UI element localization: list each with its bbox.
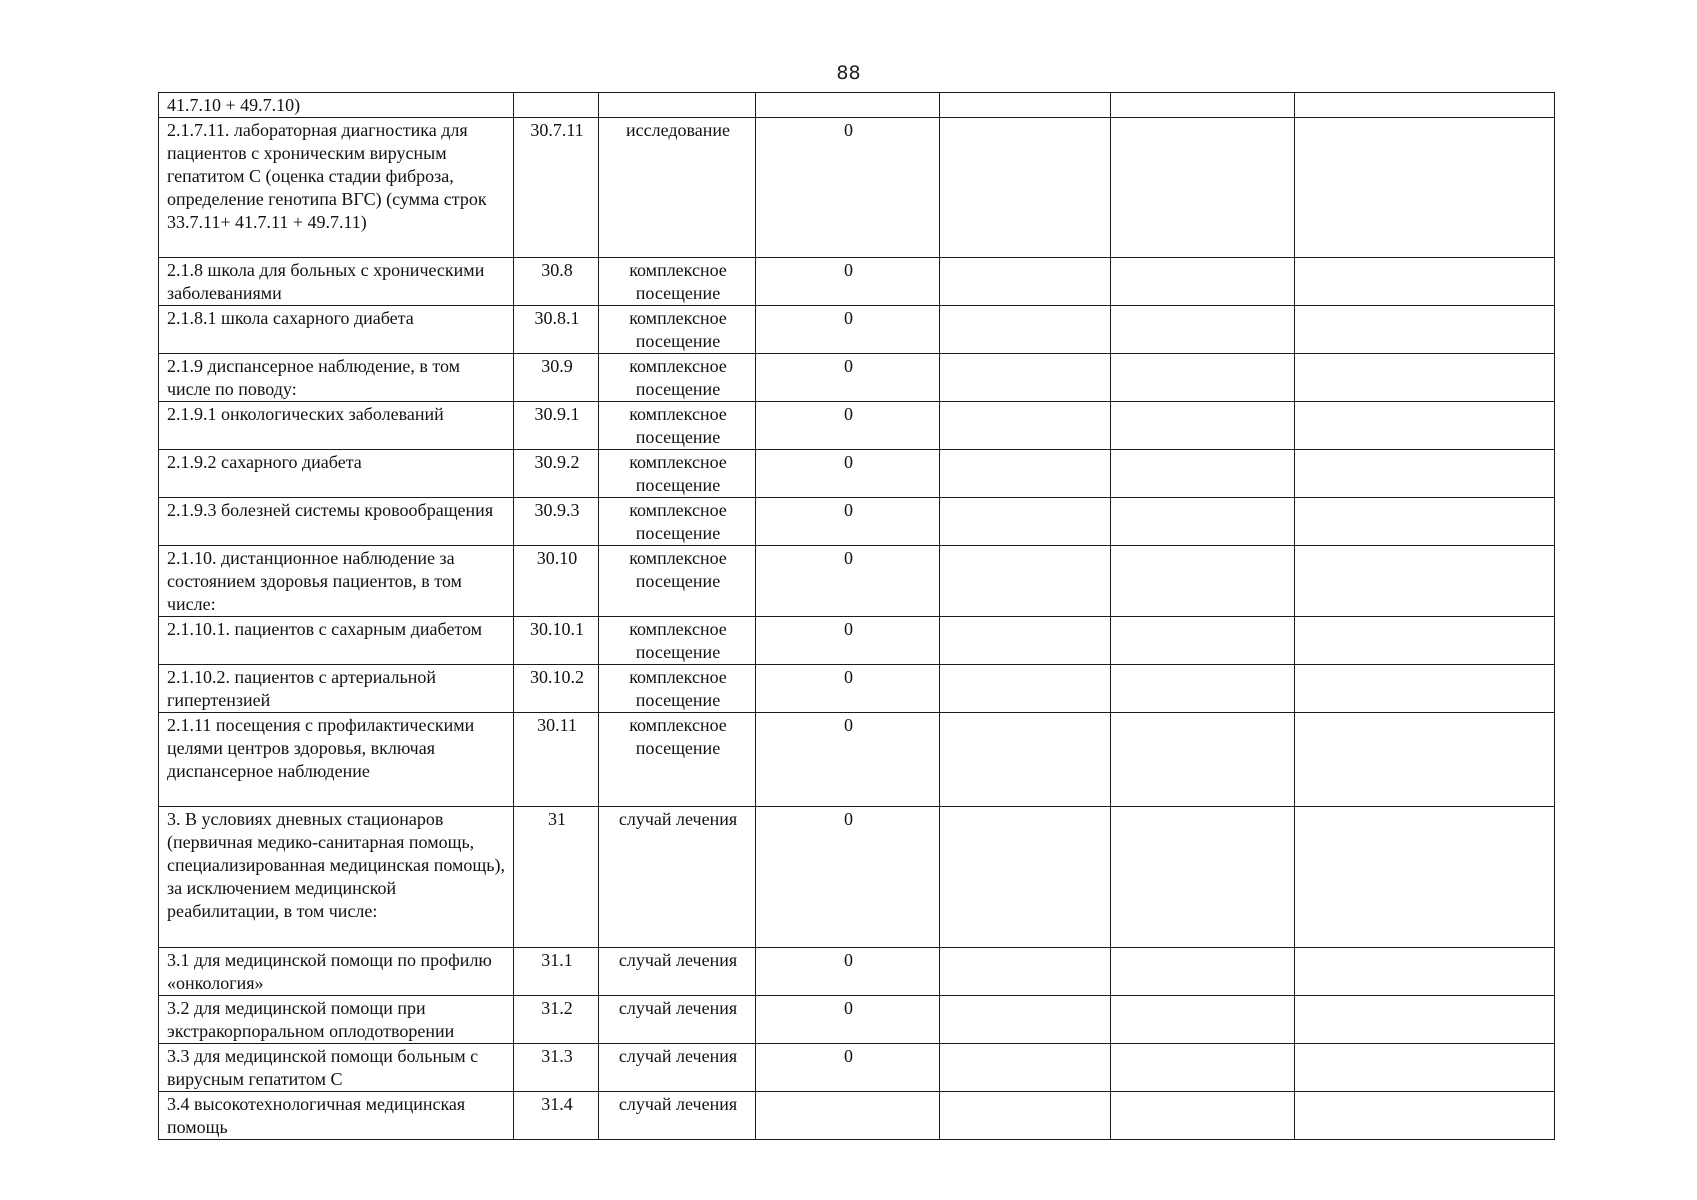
value-cell: 0 — [756, 948, 940, 996]
value-cell: 0 — [756, 1044, 940, 1092]
indicator-name-cell: 3. В условиях дневных стационаров (первичная медико-санитарная помощь, специализированная медицинская помощь), за исключением медицинской реабилитации, в том числе: — [159, 807, 514, 948]
indicator-name-cell: 2.1.9.1 онкологических заболеваний — [159, 402, 514, 450]
empty-cell — [1111, 546, 1295, 617]
empty-cell — [1295, 948, 1555, 996]
unit-cell: комплексное посещение — [599, 306, 756, 354]
unit-cell: комплексное посещение — [599, 713, 756, 807]
empty-cell — [1295, 713, 1555, 807]
value-cell: 0 — [756, 546, 940, 617]
indicator-name-cell: 2.1.8.1 школа сахарного диабета — [159, 306, 514, 354]
empty-cell — [1295, 402, 1555, 450]
unit-cell — [599, 93, 756, 118]
unit-cell: случай лечения — [599, 1044, 756, 1092]
empty-cell — [1111, 713, 1295, 807]
empty-cell — [1111, 306, 1295, 354]
empty-cell — [1111, 258, 1295, 306]
row-number-cell: 30.10 — [514, 546, 599, 617]
empty-cell — [1111, 1044, 1295, 1092]
row-number-cell: 30.10.2 — [514, 665, 599, 713]
empty-cell — [940, 617, 1111, 665]
empty-cell — [1295, 546, 1555, 617]
unit-cell: комплексное посещение — [599, 354, 756, 402]
empty-cell — [1111, 665, 1295, 713]
table-row — [159, 354, 1555, 402]
empty-cell — [940, 665, 1111, 713]
unit-cell: комплексное посещение — [599, 617, 756, 665]
row-number-cell: 31.3 — [514, 1044, 599, 1092]
table-row — [159, 996, 1555, 1044]
empty-cell — [1111, 402, 1295, 450]
empty-cell — [1111, 948, 1295, 996]
table-row — [159, 665, 1555, 713]
empty-cell — [1295, 996, 1555, 1044]
indicator-name-cell: 3.4 высокотехнологичная медицинская помощь — [159, 1092, 514, 1140]
value-cell: 0 — [756, 498, 940, 546]
table-row — [159, 498, 1555, 546]
empty-cell — [1295, 118, 1555, 258]
empty-cell — [1295, 258, 1555, 306]
row-number-cell: 30.10.1 — [514, 617, 599, 665]
row-number-cell: 30.9.2 — [514, 450, 599, 498]
unit-cell: комплексное посещение — [599, 450, 756, 498]
table-row — [159, 306, 1555, 354]
table-row — [159, 1092, 1555, 1140]
indicator-name-cell: 2.1.10.1. пациентов с сахарным диабетом — [159, 617, 514, 665]
table-row — [159, 258, 1555, 306]
indicator-name-cell: 2.1.9.2 сахарного диабета — [159, 450, 514, 498]
empty-cell — [1111, 807, 1295, 948]
indicator-name-cell: 2.1.11 посещения с профилактическими целями центров здоровья, включая диспансерное наблюдение — [159, 713, 514, 807]
row-number-cell: 30.9.1 — [514, 402, 599, 450]
row-number-cell: 31.1 — [514, 948, 599, 996]
empty-cell — [940, 450, 1111, 498]
table-row — [159, 948, 1555, 996]
indicator-name-cell: 3.2 для медицинской помощи при экстракорпоральном оплодотворении — [159, 996, 514, 1044]
unit-cell: случай лечения — [599, 807, 756, 948]
empty-cell — [1111, 617, 1295, 665]
empty-cell — [940, 1044, 1111, 1092]
table-row — [159, 546, 1555, 617]
empty-cell — [1111, 1092, 1295, 1140]
empty-cell — [940, 948, 1111, 996]
row-number-cell: 30.9.3 — [514, 498, 599, 546]
empty-cell — [940, 258, 1111, 306]
unit-cell: комплексное посещение — [599, 258, 756, 306]
value-cell — [756, 1092, 940, 1140]
row-number-cell: 31.4 — [514, 1092, 599, 1140]
empty-cell — [1295, 450, 1555, 498]
empty-cell — [940, 402, 1111, 450]
empty-cell — [940, 713, 1111, 807]
row-number-cell: 30.7.11 — [514, 118, 599, 258]
empty-cell — [1295, 1044, 1555, 1092]
empty-cell — [1295, 93, 1555, 118]
value-cell: 0 — [756, 306, 940, 354]
row-number-cell: 30.8.1 — [514, 306, 599, 354]
empty-cell — [1295, 354, 1555, 402]
empty-cell — [940, 498, 1111, 546]
empty-cell — [1295, 498, 1555, 546]
empty-cell — [940, 93, 1111, 118]
empty-cell — [940, 546, 1111, 617]
table-row — [159, 118, 1555, 258]
empty-cell — [940, 306, 1111, 354]
empty-cell — [1111, 354, 1295, 402]
value-cell: 0 — [756, 450, 940, 498]
empty-cell — [1111, 118, 1295, 258]
indicator-name-cell: 3.3 для медицинской помощи больным с вирусным гепатитом С — [159, 1044, 514, 1092]
indicator-name-cell: 2.1.9.3 болезней системы кровообращения — [159, 498, 514, 546]
unit-cell: комплексное посещение — [599, 546, 756, 617]
empty-cell — [940, 1092, 1111, 1140]
unit-cell: комплексное посещение — [599, 498, 756, 546]
value-cell: 0 — [756, 713, 940, 807]
indicator-name-cell: 2.1.8 школа для больных с хроническими заболеваниями — [159, 258, 514, 306]
data-table — [158, 92, 1555, 1140]
indicator-name-cell: 3.1 для медицинской помощи по профилю «онкология» — [159, 948, 514, 996]
unit-cell: случай лечения — [599, 996, 756, 1044]
indicator-name-cell: 2.1.9 диспансерное наблюдение, в том числе по поводу: — [159, 354, 514, 402]
unit-cell: комплексное посещение — [599, 402, 756, 450]
table-row — [159, 713, 1555, 807]
row-number-cell — [514, 93, 599, 118]
value-cell: 0 — [756, 402, 940, 450]
row-number-cell: 31.2 — [514, 996, 599, 1044]
unit-cell: случай лечения — [599, 948, 756, 996]
row-number-cell: 31 — [514, 807, 599, 948]
value-cell: 0 — [756, 258, 940, 306]
empty-cell — [1295, 617, 1555, 665]
value-cell: 0 — [756, 118, 940, 258]
empty-cell — [1111, 996, 1295, 1044]
empty-cell — [940, 354, 1111, 402]
empty-cell — [1111, 450, 1295, 498]
unit-cell: случай лечения — [599, 1092, 756, 1140]
value-cell: 0 — [756, 617, 940, 665]
value-cell: 0 — [756, 807, 940, 948]
indicator-name-cell: 2.1.10. дистанционное наблюдение за состоянием здоровья пациентов, в том числе: — [159, 546, 514, 617]
value-cell: 0 — [756, 996, 940, 1044]
table-row — [159, 807, 1555, 948]
unit-cell: исследование — [599, 118, 756, 258]
indicator-name-cell: 2.1.10.2. пациентов с артериальной гипертензией — [159, 665, 514, 713]
unit-cell: комплексное посещение — [599, 665, 756, 713]
empty-cell — [1295, 665, 1555, 713]
table-row — [159, 1044, 1555, 1092]
row-number-cell: 30.11 — [514, 713, 599, 807]
value-cell: 0 — [756, 354, 940, 402]
table-row — [159, 93, 1555, 118]
value-cell — [756, 93, 940, 118]
table-row — [159, 450, 1555, 498]
empty-cell — [1111, 93, 1295, 118]
empty-cell — [940, 118, 1111, 258]
table-row — [159, 402, 1555, 450]
empty-cell — [1111, 498, 1295, 546]
empty-cell — [940, 807, 1111, 948]
empty-cell — [1295, 1092, 1555, 1140]
table-row — [159, 617, 1555, 665]
indicator-name-cell: 2.1.7.11. лабораторная диагностика для пациентов с хроническим вирусным гепатитом С (оценка стадии фиброза, определение генотипа ВГС) (сумма строк 33.7.11+ 41.7.11 + 49.7.11) — [159, 118, 514, 258]
page-number: 88 — [836, 62, 861, 84]
empty-cell — [1295, 807, 1555, 948]
indicator-name-cell: 41.7.10 + 49.7.10) — [159, 93, 514, 118]
row-number-cell: 30.8 — [514, 258, 599, 306]
empty-cell — [1295, 306, 1555, 354]
row-number-cell: 30.9 — [514, 354, 599, 402]
empty-cell — [940, 996, 1111, 1044]
value-cell: 0 — [756, 665, 940, 713]
